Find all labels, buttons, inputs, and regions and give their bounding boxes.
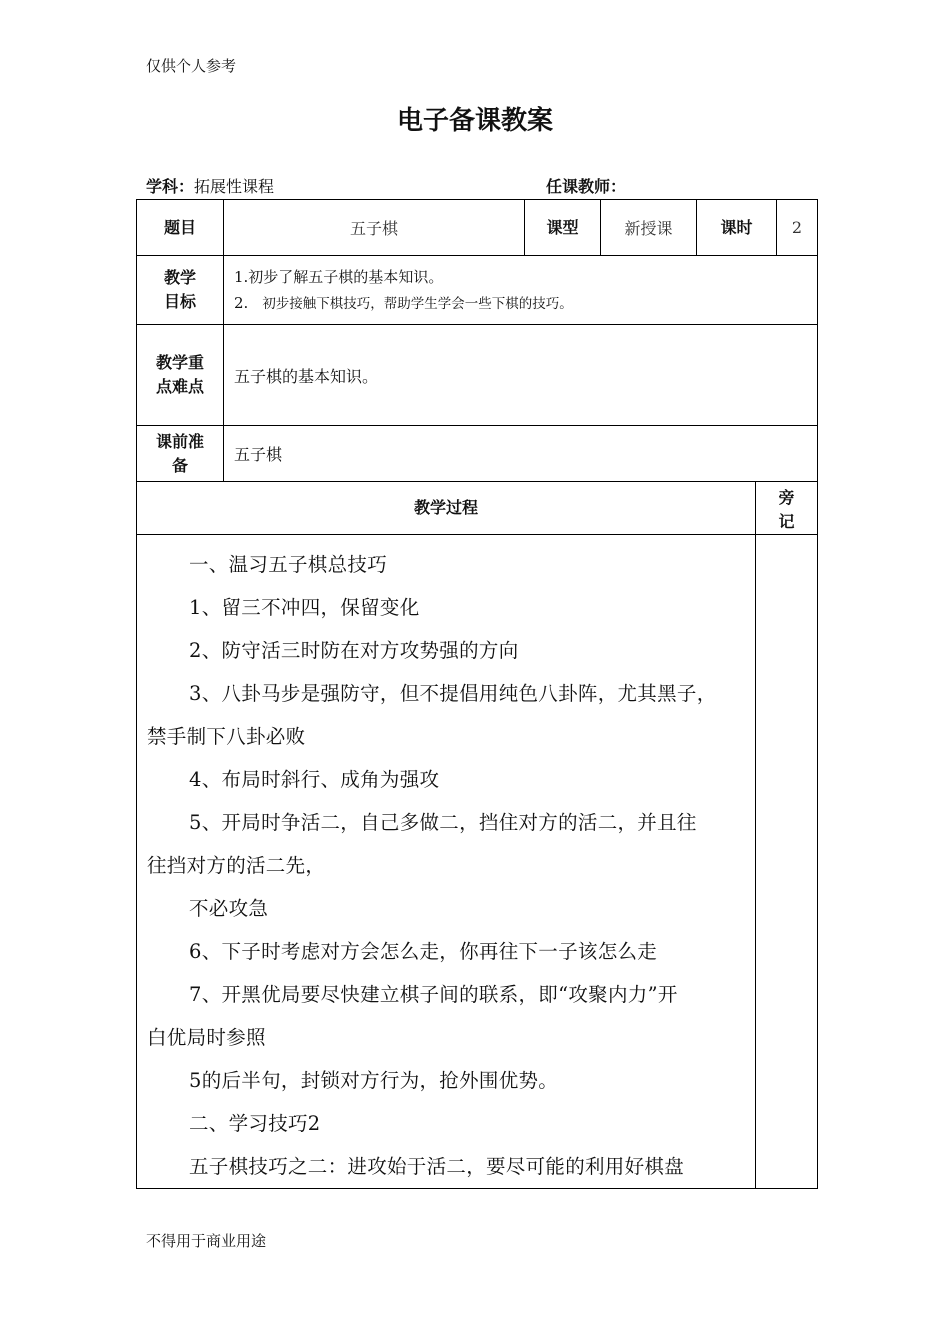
process-line: 不必攻急 xyxy=(189,897,269,920)
process-line: 6、下子时考虑对方会怎么走，你再往下一子该怎么走 xyxy=(189,940,658,963)
process-line: 5的后半句，封锁对方行为，抢外围优势。 xyxy=(189,1069,559,1092)
goals-label xyxy=(137,256,224,325)
lesson-type-label: 课型 xyxy=(525,200,601,256)
footer-note: 不得用于商业用途 xyxy=(146,1232,267,1250)
process-line: 白优局时参照 xyxy=(147,1026,266,1049)
topic-value: 五子棋 xyxy=(224,200,525,256)
goals-label-line2: 目标 xyxy=(163,292,196,311)
goals-content xyxy=(224,256,818,325)
class-hours-label: 课时 xyxy=(697,200,777,256)
preparation-row xyxy=(137,426,818,482)
key-points-row xyxy=(137,325,818,426)
process-line: 一、温习五子棋总技巧 xyxy=(189,553,388,576)
process-line: 禁手制下八卦必败 xyxy=(147,725,306,748)
key-points-label xyxy=(137,325,224,426)
subject-field xyxy=(146,174,274,197)
key-points-value: 五子棋的基本知识。 xyxy=(224,325,818,426)
process-line: 五子棋技巧之二：进攻始于活二，要尽可能的利用好棋盘 xyxy=(189,1155,685,1178)
page-title: 电子备课教案 xyxy=(396,106,553,136)
goal-item-1: 1.初步了解五子棋的基本知识。 xyxy=(234,267,444,286)
process-line: 5、开局时争活二，自己多做二，挡住对方的活二，并且往 xyxy=(189,811,697,834)
side-notes-label-line2: 记 xyxy=(778,512,795,531)
process-line: 3、八卦马步是强防守，但不提倡用纯色八卦阵，尤其黑子， xyxy=(189,682,717,705)
preparation-value: 五子棋 xyxy=(224,426,818,482)
side-notes-cell xyxy=(756,535,818,1189)
topic-row xyxy=(137,200,818,256)
goal-item-2-number: 2. xyxy=(234,293,249,312)
process-line: 2、防守活三时防在对方攻势强的方向 xyxy=(189,639,519,662)
side-notes-label-line1: 旁 xyxy=(778,488,795,507)
topic-label: 题目 xyxy=(137,200,224,256)
process-line: 7、开黑优局要尽快建立棋子间的联系，即“攻聚内力”开 xyxy=(189,983,678,1006)
lesson-plan-table xyxy=(136,199,818,1189)
process-line: 1、留三不冲四，保留变化 xyxy=(189,596,420,619)
process-line: 往挡对方的活二先， xyxy=(147,854,326,877)
process-header-row xyxy=(137,482,818,535)
header-note: 仅供个人参考 xyxy=(146,57,237,75)
preparation-label-line1: 课前准 xyxy=(155,431,204,451)
process-line: 4、布局时斜行、成角为强攻 xyxy=(189,768,440,791)
process-body-row xyxy=(137,535,818,1189)
process-content xyxy=(137,535,756,1189)
process-header: 教学过程 xyxy=(137,482,756,535)
subject-label: 学科： xyxy=(146,177,195,196)
class-hours-value: 2 xyxy=(777,200,818,256)
goal-item-2-text: 初步接触下棋技巧，帮助学生学会一些下棋的技巧。 xyxy=(262,295,573,312)
key-points-label-line2: 点难点 xyxy=(155,377,204,396)
key-points-label-line1: 教学重 xyxy=(155,353,204,372)
preparation-label xyxy=(137,426,224,482)
teacher-label: 任课教师： xyxy=(546,177,627,196)
side-notes-label xyxy=(756,482,818,535)
goal-item-2 xyxy=(234,290,817,317)
goals-label-line1: 教学 xyxy=(163,268,196,287)
subject-value: 拓展性课程 xyxy=(194,177,275,196)
goals-row xyxy=(137,256,818,325)
lesson-type-value: 新授课 xyxy=(601,200,697,256)
preparation-label-line2: 备 xyxy=(171,455,188,475)
teacher-field xyxy=(546,174,626,197)
process-line: 二、学习技巧2 xyxy=(189,1112,321,1135)
